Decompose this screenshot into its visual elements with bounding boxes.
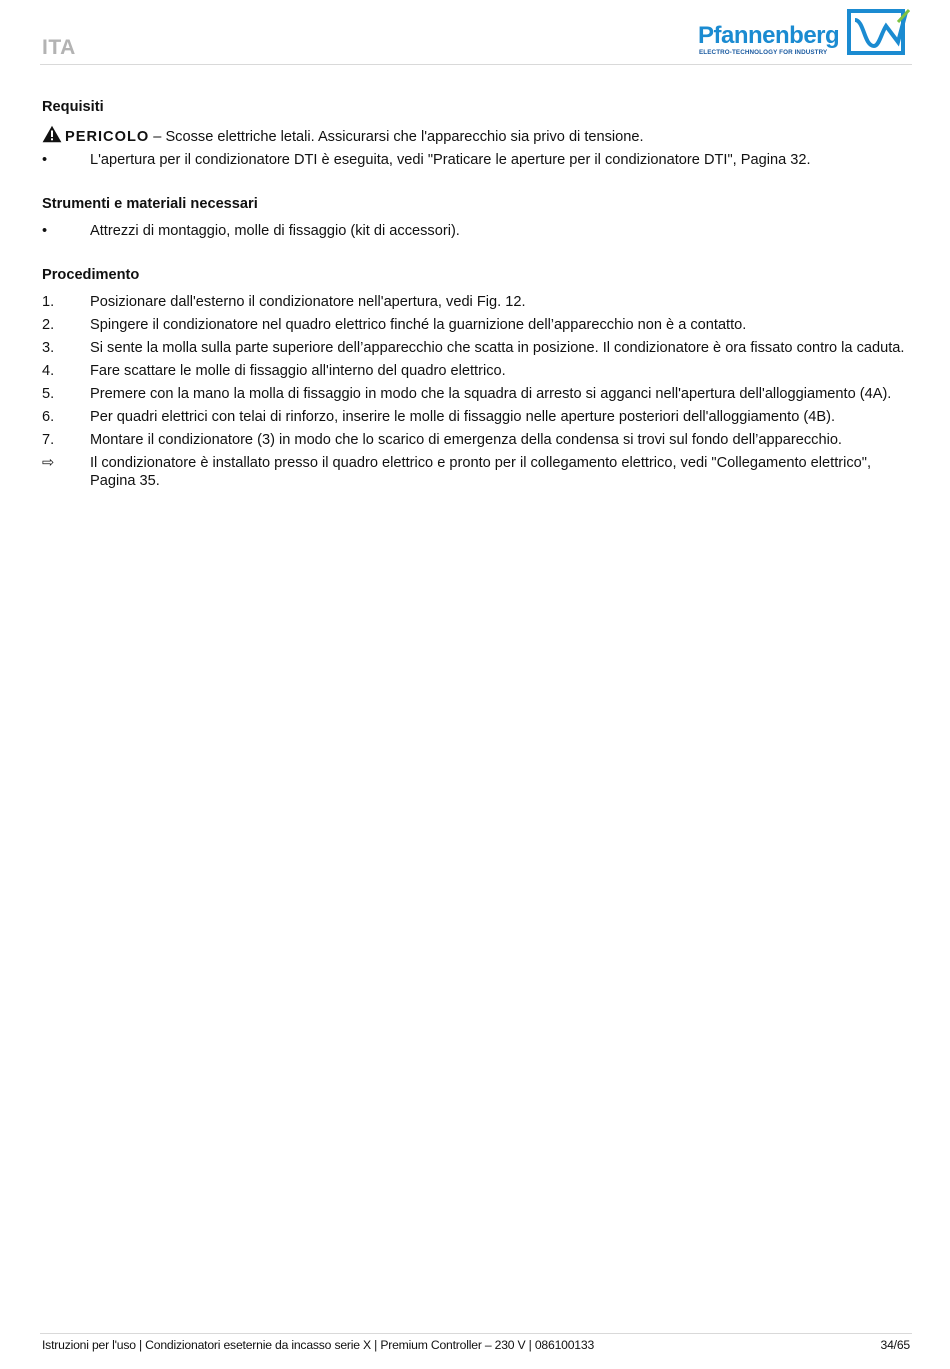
- list-item: [42, 151, 912, 169]
- step-text: Premere con la mano la molla di fissaggio in modo che la squadra di arresto si agganci nell'apertura dell'alloggiamento (4A).: [90, 386, 892, 402]
- step-number: 2.: [42, 317, 55, 333]
- logo-name: Pfannenberg: [698, 22, 840, 49]
- step-item: [42, 362, 912, 380]
- step-item: [42, 316, 912, 334]
- result-item: [42, 454, 912, 490]
- step-number: 6.: [42, 409, 55, 425]
- step-text: Spingere il condizionatore nel quadro elettrico finché la guarnizione dell’apparecchio non è a contatto.: [90, 317, 747, 333]
- page-footer: [40, 1333, 912, 1352]
- step-item: [42, 431, 912, 449]
- list-item-text: L'apertura per il condizionatore DTI è eseguita, vedi "Praticare le aperture per il condizionatore DTI", Pagina 32.: [90, 152, 811, 168]
- step-item: [42, 293, 912, 311]
- warning-triangle-icon: [42, 125, 62, 143]
- pfannenberg-logo: [698, 8, 910, 58]
- heading-strumenti: Strumenti e materiali necessari: [42, 196, 258, 212]
- list-item-text: Attrezzi di montaggio, molle di fissaggio (kit di accessori).: [90, 223, 460, 239]
- list-item: [42, 222, 912, 240]
- step-item: [42, 339, 912, 357]
- step-text: Fare scattare le molle di fissaggio all'interno del quadro elettrico.: [90, 363, 506, 379]
- logo-tagline: ELECTRO-TECHNOLOGY FOR INDUSTRY: [699, 49, 828, 56]
- language-label: ITA: [42, 36, 76, 59]
- step-text: Per quadri elettrici con telai di rinforzo, inserire le molle di fissaggio nelle aperture posteriori dell'alloggiamento (4B).: [90, 409, 836, 425]
- danger-text: – Scosse elettriche letali. Assicurarsi che l'apparecchio sia privo di tensione.: [153, 129, 644, 145]
- section-strumenti: [42, 195, 912, 240]
- bullet-marker: •: [42, 223, 48, 239]
- step-item: [42, 408, 912, 426]
- step-text: Si sente la molla sulla parte superiore dell’apparecchio che scatta in posizione. Il condizionatore è ora fissato contro la caduta.: [90, 340, 905, 356]
- page-content: [42, 98, 912, 516]
- step-number: 7.: [42, 432, 55, 448]
- step-number: 4.: [42, 363, 55, 379]
- step-text: Posizionare dall'esterno il condizionatore nell'apertura, vedi Fig. 12.: [90, 294, 526, 310]
- heading-procedimento: Procedimento: [42, 267, 140, 283]
- danger-notice: [42, 125, 912, 146]
- step-number: 5.: [42, 386, 55, 402]
- logo-mark-icon: [846, 8, 910, 56]
- danger-keyword: PERICOLO: [65, 129, 150, 145]
- step-number: 3.: [42, 340, 55, 356]
- result-arrow-icon: ⇨: [42, 455, 55, 471]
- footer-text: Istruzioni per l'uso | Condizionatori eseternie da incasso serie X | Premium Controller – 230 V | 086100133: [42, 1338, 595, 1352]
- section-requisiti: [42, 98, 912, 169]
- step-item: [42, 385, 912, 403]
- heading-requisiti: Requisiti: [42, 99, 104, 115]
- result-text: Il condizionatore è installato presso il quadro elettrico e pronto per il collegamento elettrico, vedi "Collegamento elettrico", Pagina 35.: [90, 455, 872, 489]
- section-procedimento: [42, 266, 912, 490]
- step-text: Montare il condizionatore (3) in modo che lo scarico di emergenza della condensa si trovi sul fondo dell’apparecchio.: [90, 432, 842, 448]
- page-number: 34/65: [880, 1338, 910, 1352]
- page-header: [40, 0, 912, 65]
- bullet-marker: •: [42, 152, 48, 168]
- step-number: 1.: [42, 294, 55, 310]
